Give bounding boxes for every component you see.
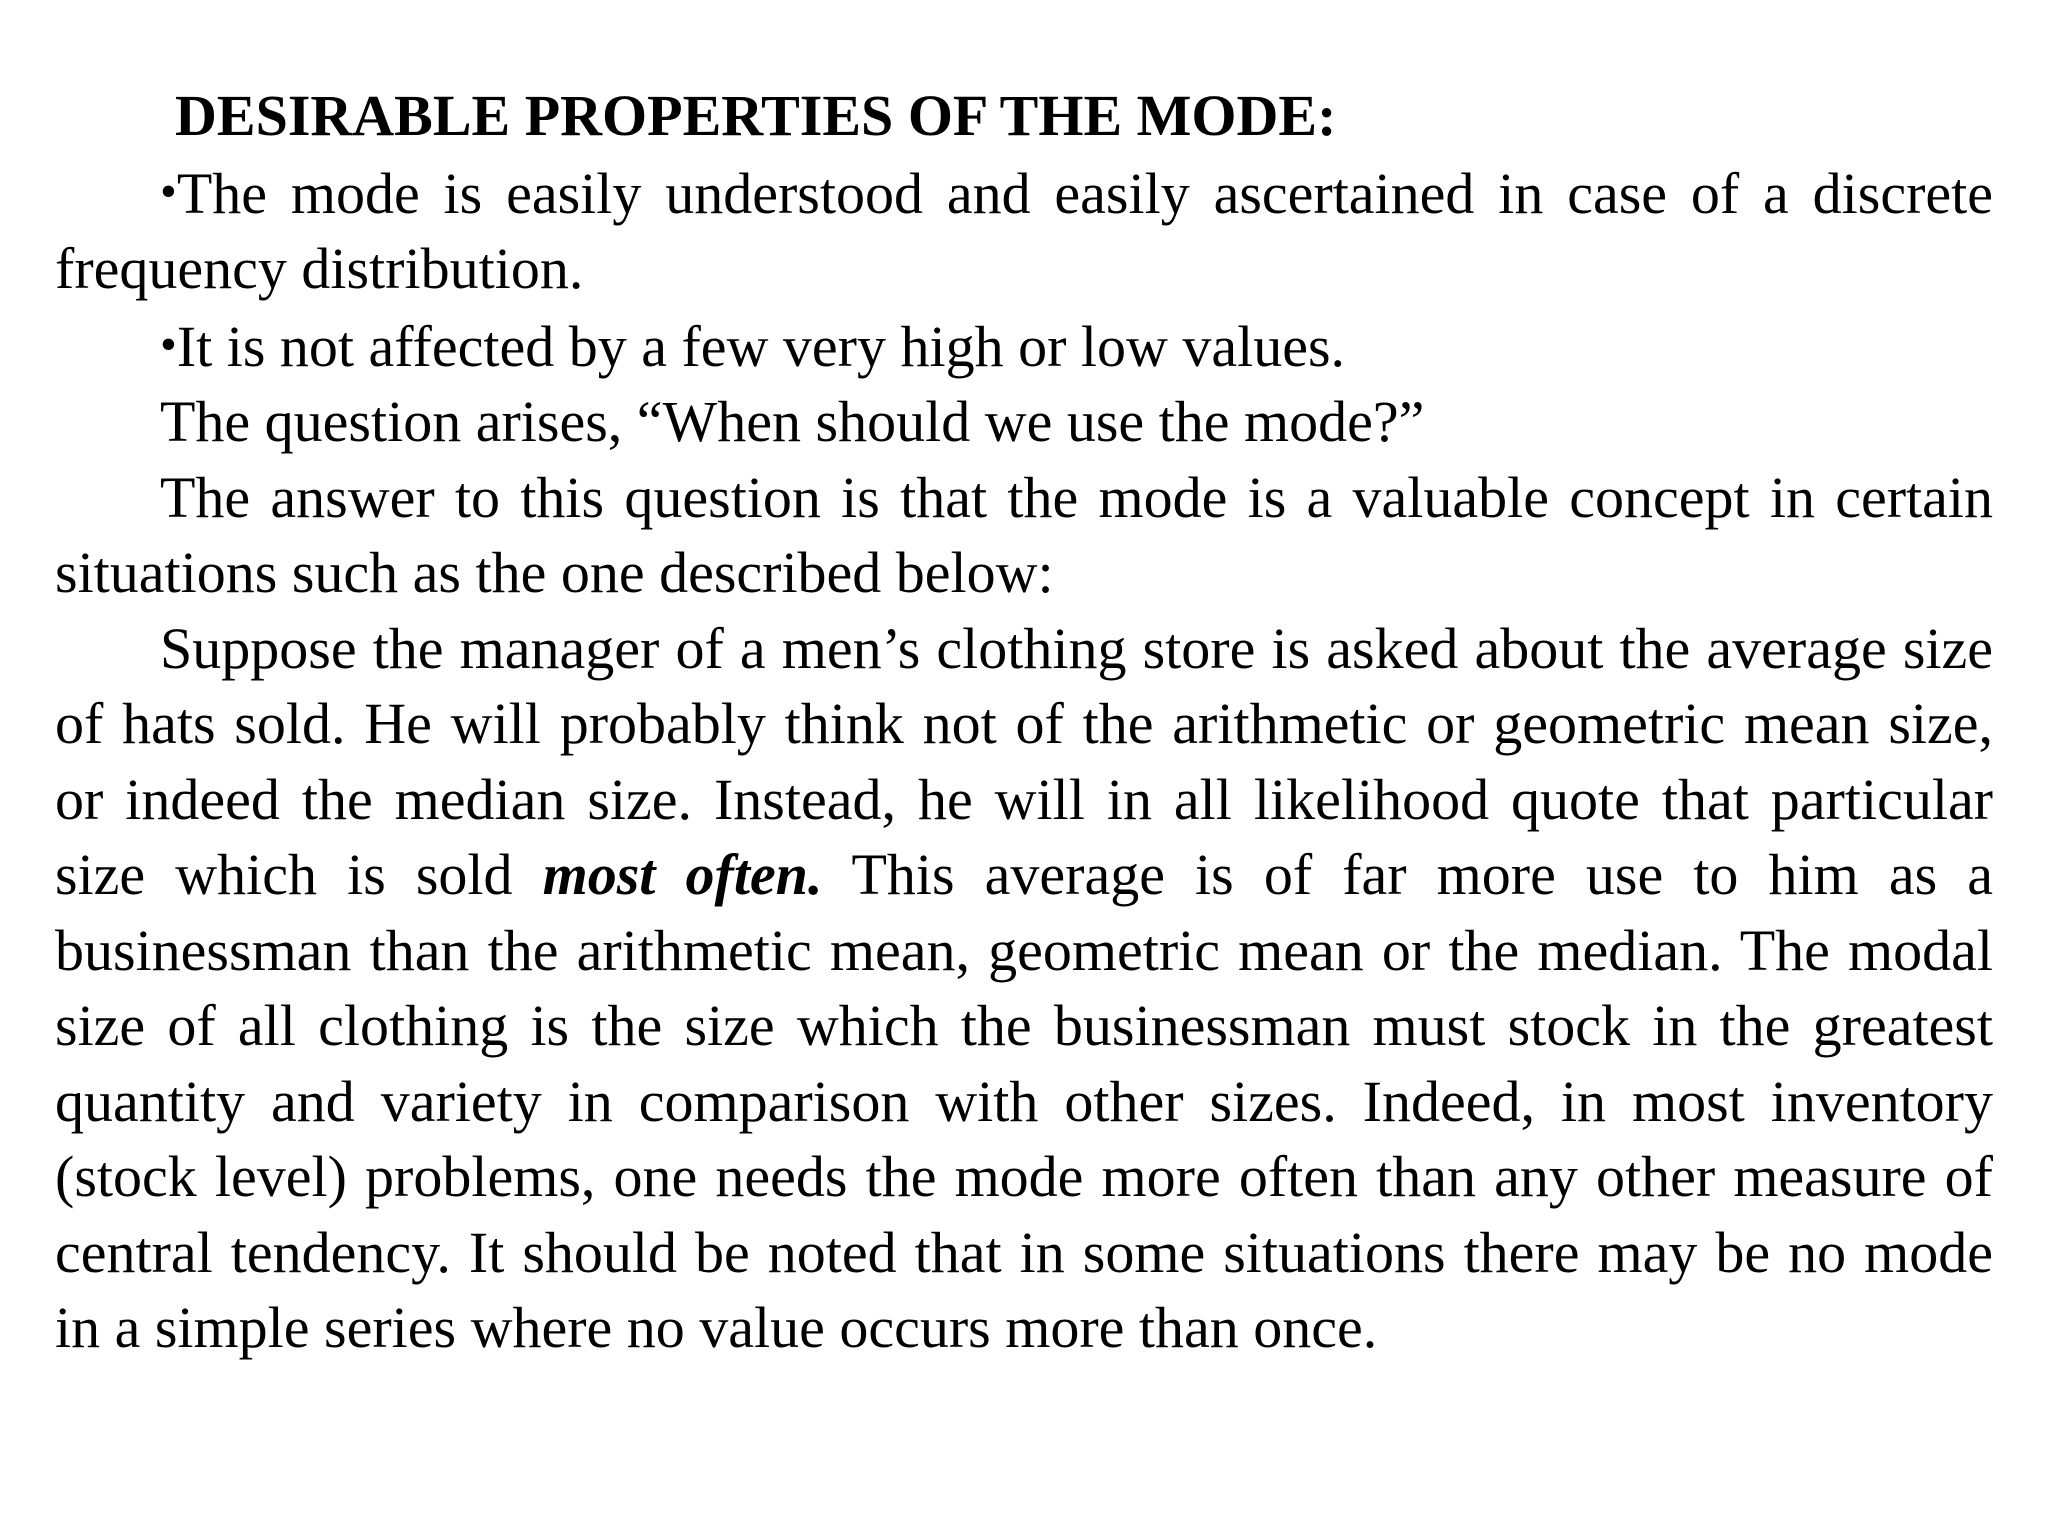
bullet-item-1-text: The mode is easily understood and easily ascertained in case of a discrete frequency distribution.: [55, 160, 1993, 301]
emphasis-text: most often.: [542, 842, 823, 907]
bullet-item-2: [55, 307, 1993, 385]
question-paragraph: The question arises, “When should we use the mode?”: [160, 389, 1425, 454]
document-page: [55, 78, 1993, 1366]
example-text-end: This average is of far more use to him as a businessman than the arithmetic mean, geometric mean or the median. The modal size of all clothing is the size which the businessman must stock in the greatest quantity and variety in comparison with other sizes. Indeed, in most inventory (stock level) problems, one needs the mode more often than any other measure of central tendency. It should be noted that in some situations there may be no mode in a simple series where no value occurs more than once.: [55, 842, 1993, 1360]
example-text-start: Suppose the manager of a men’s clothing store is asked about the average size of hats sold. He will probably think not of the arithmetic or geometric mean size, or indeed the median size. Instead, he will in all likelihood quote that particular size which is sold: [55, 615, 1993, 907]
bullet-item-2-text: It is not affected by a few very high or low values.: [176, 313, 1346, 379]
bullet-icon: •: [160, 317, 177, 371]
bullet-icon: •: [160, 164, 177, 218]
bullet-item-1: [55, 154, 1993, 307]
answer-paragraph: The answer to this question is that the mode is a valuable concept in certain situations such as the one described below:: [55, 464, 1993, 605]
page-title: DESIRABLE PROPERTIES OF THE MODE:: [175, 83, 1337, 148]
example-paragraph: [55, 611, 1993, 1366]
